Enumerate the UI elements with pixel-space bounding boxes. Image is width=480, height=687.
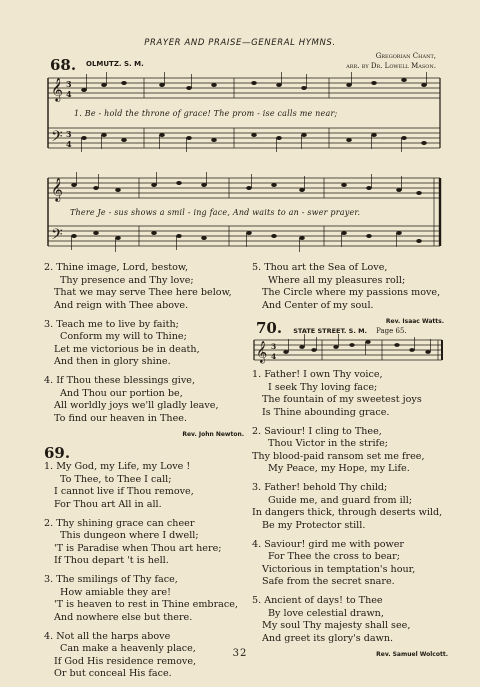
hymn-69-stanza-1 <box>44 461 244 511</box>
hymn-70-stanza-5 <box>252 595 448 645</box>
hymn-69-stanza-2 <box>44 518 244 568</box>
stanza-line: Guide me, and guard from ill; <box>268 494 413 506</box>
stanza-line: And Center of my soul. <box>262 299 374 311</box>
hymn-70-text <box>252 369 448 665</box>
hymn-69-stanza-3 <box>44 574 244 624</box>
stanza-line: 2. Thine image, Lord, bestow, <box>44 262 189 273</box>
hymn-70-tune: STATE STREET. S. M. <box>293 327 368 335</box>
page-number: 32 <box>232 648 248 659</box>
stanza-line: And greet its glory's dawn. <box>262 632 394 644</box>
left-column <box>44 262 244 687</box>
music-system-2 <box>44 172 444 262</box>
hymn-68-stanza-2 <box>44 262 244 312</box>
hymn-70-page-ref: Page 65. <box>376 327 407 335</box>
stanza-line: My Peace, my Hope, my Life. <box>268 463 410 474</box>
stanza-line: 'T is heaven to rest in Thine embrace, <box>54 599 238 610</box>
stanza-line: 2. Saviour! I cling to Thee, <box>252 425 382 437</box>
stanza-line: 5. Thou art the Sea of Love, <box>252 262 388 273</box>
stanza-line: Conform my will to Thine; <box>60 331 187 342</box>
stanza-line: Can make a heavenly place, <box>60 643 196 654</box>
hymn-68-author-left: Rev. John Newton. <box>182 430 244 438</box>
hymn-68-stanza-4 <box>44 375 244 425</box>
hymn-70-stanza-4 <box>252 539 448 589</box>
hymn-68-credit <box>346 51 436 71</box>
stanza-line: And Thou our portion be, <box>60 387 183 399</box>
running-title: PRAYER AND PRAISE—GENERAL HYMNS. <box>144 38 336 48</box>
stanza-line: 3. Teach me to live by faith; <box>44 318 179 330</box>
svg-text:𝄢: 𝄢 <box>51 128 63 149</box>
stanza-line: To Thee, to Thee I call; <box>60 473 172 485</box>
stanza-line: And reign with Thee above. <box>54 299 189 311</box>
stanza-line: And then in glory shine. <box>54 356 171 367</box>
hymn-70-number: 70. <box>256 319 283 337</box>
hymn-70-stanza-2 <box>252 426 448 476</box>
stanza-line: The Circle where my passions move, <box>262 287 441 298</box>
stanza-line: Thou Victor in the strife; <box>268 438 389 449</box>
svg-text:𝄞: 𝄞 <box>256 341 268 363</box>
svg-text:𝄢: 𝄢 <box>51 226 63 247</box>
music-system-3 <box>252 334 444 368</box>
hymn-68-tune: OLMUTZ. S. M. <box>86 60 144 68</box>
stanza-line: Let me victorious be in death, <box>54 343 200 355</box>
stanza-line: 3. The smilings of Thy face, <box>44 574 178 585</box>
stanza-line: If Thou depart 't is hell. <box>54 555 169 566</box>
svg-text:4: 4 <box>66 89 72 99</box>
hymn-68-stanza-5 <box>252 262 444 312</box>
stanza-line: For Thou art All in all. <box>54 498 162 510</box>
stanza-line: If God His residence remove, <box>54 655 197 667</box>
stanza-line: By love celestial drawn, <box>268 607 384 619</box>
stanza-line: How amiable they are! <box>60 586 171 598</box>
stanza-line: To find our heaven in Thee. <box>54 412 188 424</box>
stanza-line: My soul Thy majesty shall see, <box>262 620 411 631</box>
hymn-70-stanza-1 <box>252 369 448 419</box>
stanza-line: 3. Father! behold Thy child; <box>252 482 388 493</box>
stanza-line: And nowhere else but there. <box>54 611 193 623</box>
svg-text:4: 4 <box>271 352 277 361</box>
svg-text:3: 3 <box>66 129 72 139</box>
music-system-1 <box>44 72 444 170</box>
hymn-68-stanza-3 <box>44 319 244 369</box>
stanza-line: 2. Thy shining grace can cheer <box>44 517 195 529</box>
stanza-line: Where all my pleasures roll; <box>268 274 406 286</box>
stanza-line: 1. My God, my Life, my Love ! <box>44 461 191 472</box>
stanza-line: Be my Protector still. <box>262 519 366 531</box>
stanza-line: The fountain of my sweetest joys <box>262 394 422 405</box>
hymn-68-number: 68. <box>50 56 77 74</box>
stanza-line: Victorious in temptation's hour, <box>262 563 416 575</box>
stanza-line: 4. If Thou these blessings give, <box>44 375 195 386</box>
stanza-line: In dangers thick, through deserts wild, <box>252 507 443 518</box>
stanza-line: 4. Saviour! gird me with power <box>252 538 404 550</box>
stanza-line: For Thee the cross to bear; <box>268 551 400 562</box>
stanza-line: Thy presence and Thy love; <box>60 274 194 286</box>
stanza-line: 'T is Paradise when Thou art here; <box>54 542 222 554</box>
stanza-line: Is Thine abounding grace. <box>262 406 390 418</box>
svg-text:3: 3 <box>66 79 72 89</box>
hymn-70-author: Rev. Samuel Wolcott. <box>376 650 448 658</box>
stanza-line: Thy blood-paid ransom set me free, <box>252 450 425 462</box>
hymn-68-author: Rev. Isaac Watts. <box>385 317 444 325</box>
stanza-line: 1. Father! I own Thy voice, <box>252 369 383 380</box>
hymn-68-music-lyric-1: 1. Be - hold the throne of grace! The prom - ise calls me near; <box>74 109 338 118</box>
stanza-line: 5. Ancient of days! to Thee <box>252 595 383 606</box>
hymn-70-stanza-3 <box>252 482 448 532</box>
stanza-line: All worldly joys we'll gladly leave, <box>54 400 219 411</box>
stanza-line: This dungeon where I dwell; <box>60 530 199 541</box>
credit-line-2: arr. by Dr. Lowell Mason. <box>346 62 436 70</box>
credit-line-1: Gregorian Chant, <box>375 52 436 60</box>
stanza-line: 4. Not all the harps above <box>44 630 171 642</box>
svg-text:3: 3 <box>271 342 277 351</box>
stanza-line: I cannot live if Thou remove, <box>54 486 194 497</box>
svg-text:𝄞: 𝄞 <box>51 177 63 201</box>
svg-text:𝄞: 𝄞 <box>51 77 63 101</box>
hymn-68-music-lyric-2: There Je - sus shows a smil - ing face, And waits to an - swer prayer. <box>70 208 361 217</box>
hymn-69-number: 69. <box>44 444 71 462</box>
stanza-line: Or but conceal His face. <box>54 668 172 679</box>
stanza-line: I seek Thy loving face; <box>268 381 378 393</box>
stanza-line: That we may serve Thee here below, <box>54 287 232 298</box>
stanza-line: Safe from the secret snare. <box>262 576 395 587</box>
svg-text:4: 4 <box>66 139 72 149</box>
